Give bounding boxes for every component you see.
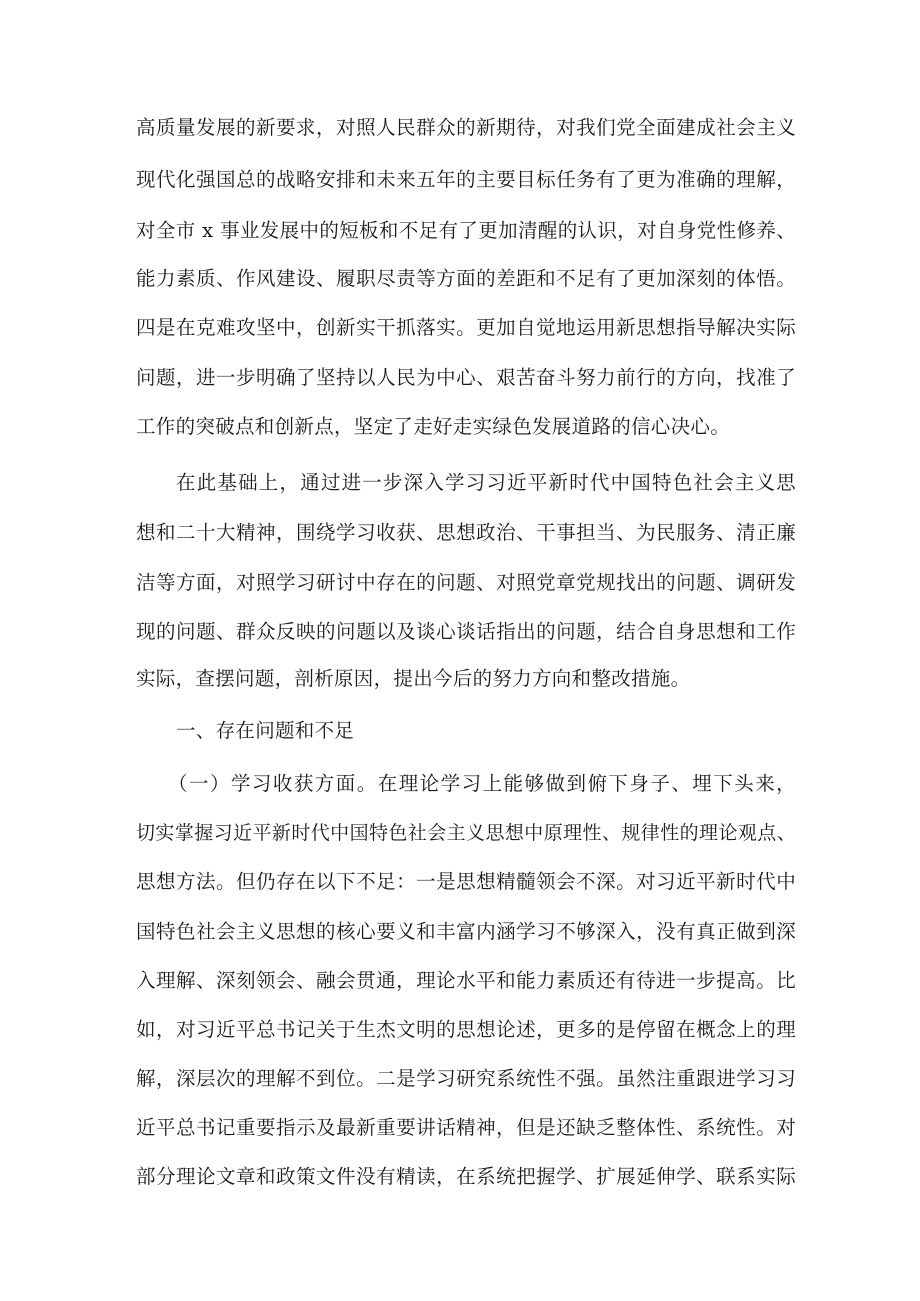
body-text-line: 实际，查摆问题，剖析原因，提出今后的努力方向和整改措施。 [136,667,691,690]
body-text-line: 工作的突破点和创新点，坚定了走好走实绿色发展道路的信心决心。 [136,415,731,438]
body-text-line: 如，对习近平总书记关于生杰文明的思想论述，更多的是停留在概念上的理 [136,1018,796,1041]
body-text-line: 能力素质、作风建设、履职尽责等方面的差距和不足有了更加深刻的体悟。 [136,267,796,290]
body-text-line: 现代化强国总的战略安排和未来五年的主要目标任务有了更为准确的理解， [136,168,796,191]
body-text-line: 入理解、深刻领会、融会贯通，理论水平和能力素质还有待进一步提高。比 [136,969,796,992]
body-text-line: 问题，进一步明确了坚持以人民为中心、艰苦奋斗努力前行的方向，找准了 [136,366,796,389]
body-text-line: 高质量发展的新要求，对照人民群众的新期待，对我们党全面建成社会主义 [136,116,796,139]
body-text-line: 近平总书记重要指示及最新重要讲话精神，但是还缺乏整体性、系统性。对 [136,1116,796,1139]
section-heading: 一、存在问题和不足 [176,719,355,742]
paragraph-first-line: （一）学习收获方面。在理论学习上能够做到俯下身子、埋下头来， [168,772,796,795]
body-text-line: 国特色社会主义思想的核心要义和丰富内涵学习不够深入，没有真正做到深 [136,920,796,943]
body-text-line: 想和二十大精神，围绕学习收获、思想政治、干事担当、为民服务、清正廉 [136,521,796,544]
body-text-line: 部分理论文章和政策文件没有精读，在系统把握学、扩展延伸学、联系实际 [136,1165,796,1188]
body-text-line: 洁等方面，对照学习研讨中存在的问题、对照党章党规找出的问题、调研发 [136,571,796,594]
body-text-line: 解，深层次的理解不到位。二是学习研究系统性不强。虽然注重跟进学习习 [136,1067,796,1090]
body-text-line: 现的问题、群众反映的问题以及谈心谈话指出的问题，结合自身思想和工作 [136,620,796,643]
body-text-line: 切实掌握习近平新时代中国特色社会主义思想中原理性、规律性的理论观点、 [136,822,796,844]
body-text-line: 四是在克难攻坚中，创新实干抓落实。更加自觉地运用新思想指导解决实际 [136,316,796,339]
body-text-line: 思想方法。但仍存在以下不足：一是思想精髓领会不深。对习近平新时代中 [136,870,796,893]
body-text-line: 对全市 x 事业发展中的短板和不足有了更加清醒的认识，对自身党性修养、 [136,219,796,242]
paragraph-first-line: 在此基础上，通过进一步深入学习习近平新时代中国特色社会主义思 [176,471,796,494]
